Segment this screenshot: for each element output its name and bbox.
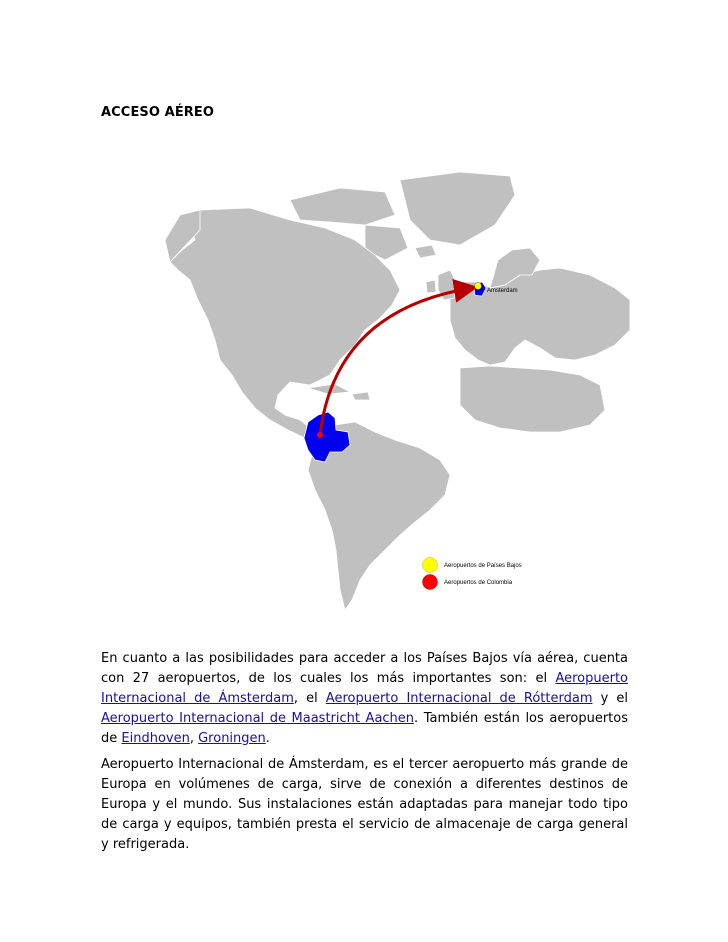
p1-text-6: . [265,731,270,746]
link-maastricht-airport[interactable]: Aeropuerto Internacional de Maastricht Aachen [101,711,415,726]
p1-text-4: . También están los aeropuertos de [101,711,628,746]
paragraph-airports [101,649,628,749]
amsterdam-label: Amsterdam [487,288,518,294]
netherlands-airport-dot [475,283,482,290]
map-legend [423,558,522,590]
p1-text-5: , [189,731,199,746]
legend-label-netherlands: Aeropuertos de Países Bajos [444,563,522,569]
hispaniola [352,392,370,400]
greenland [400,172,515,245]
north-africa [460,366,605,432]
link-rotterdam-airport[interactable]: Aeropuerto Internacional de Rótterdam [325,691,593,706]
legend-label-colombia: Aeropuertos de Colombia [444,580,513,586]
legend-red-dot [423,575,438,590]
ireland [426,280,436,293]
land-masses [165,172,630,610]
colombia-airport-dot [317,432,323,438]
link-eindhoven[interactable]: Eindhoven [121,731,190,746]
link-groningen[interactable]: Groningen [198,731,266,746]
paragraph-amsterdam-cargo: Aeropuerto Internacional de Ámsterdam, es el tercer aeropuerto más grande de Europa en volúmenes de carga, sirve de conexión a diferentes destinos de Europa y el mundo. Sus instalaciones están adaptadas para manejar todo tipo de carga y equipos, también presta el servicio de almacenaje de carga general y refrigerada. [101,757,628,852]
page-heading: ACCESO AÉREO [101,105,215,120]
p1-text-1: En cuanto a las posibilidades para acceder a los Países Bajos vía aérea, cuenta con 27 aeropuertos, de los cuales los más importantes son: el [101,651,628,686]
iceland [415,245,436,258]
link-amsterdam-airport[interactable]: Aeropuerto Internacional de Ámsterdam [101,671,628,706]
p1-text-3: y el [592,691,628,706]
legend-yellow-dot [423,558,438,573]
p1-text-2: , el [293,691,326,706]
arctic-islands [290,188,395,225]
world-map [160,170,640,620]
